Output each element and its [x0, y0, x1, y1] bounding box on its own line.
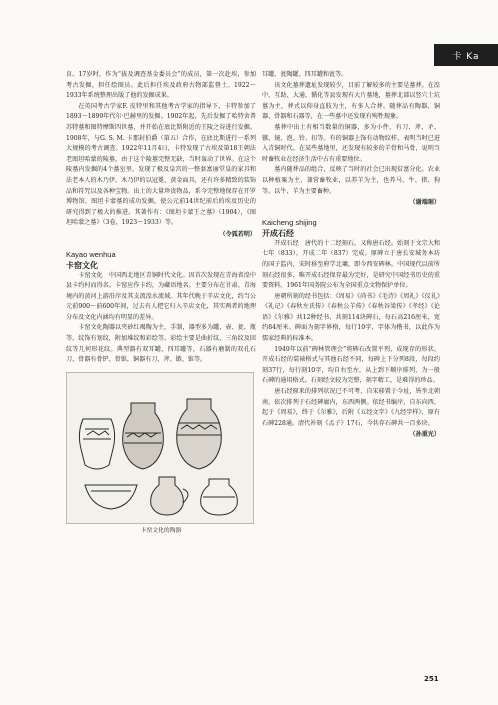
paragraph: 开成石经 唐代的十二经刻石，又称唐石经。始刻于文宗大和七年（833），开成二年（837）完成。原碑立于唐长安城务本坊的国子监内，宋时移至府学北墉，即今西安碑林。中国现代以前所刻石经很多，唯开成石经保存最为完好，是研究中国经书历史的重要资料。1961年国务院公布为全国重点文物保护单位。 — [262, 239, 440, 290]
entry-pinyin: Kaicheng shijing — [262, 217, 317, 227]
paragraph: 墓葬中出土有相当数量的铜器，多为小件，有刀、斧、矛、镞、镜、泡、铃、扣等。有的铜器上饰有动物纹样，表明当时已进入青铜时代。在某些墓地里，还发现有较多的羊骨和马骨，说明当时畜牧业在经济生活中占有重要地位。 — [262, 123, 440, 163]
pottery-bowl — [85, 485, 137, 509]
pottery-jar-3 — [177, 399, 222, 469]
pottery-drawings — [67, 373, 253, 523]
paragraph: 该文化墓葬遗址发现较少，目前了解较多的主要是墓葬。在湟中、互助、大通、循化等县发现有大片墓地，墓葬北部以竖穴土坑墓为主，葬式以仰身直肢为主，有多人合葬。随葬品有陶器、铜器、骨器和石器等，在一些墓中还发现有殉牲现象。 — [262, 81, 440, 121]
author-signature: （谢端琚） — [409, 199, 440, 207]
paragraph: 育。17岁时，作为“拔及调查基金委员会”的成员，第一次赴埃，参加考古发掘，担任绘图员。此后担任埃及政府古物部监督土。1922～1933年系统整理出版了他的发掘成果。 — [66, 71, 256, 100]
section-tab: 卡 Ka — [434, 44, 498, 66]
paragraph: 1949年以前“碑林管理会”将碑石改置平列，成现存的形状。开成石经的装裱格式与其他石经不同，每碑上下分列8段，每段约刻37行，每行刻10字，均自右至左，从上到下顺序排列，为一般石碑的通用格式。石刻经文较为完整，刻字精工，是难得的珍品。 — [262, 345, 440, 385]
left-column — [66, 70, 256, 536]
paragraph: 在英国考古学家F. 皮特里和其他考古学家的指导下，卡特参加了1893～1899年代尔·巴赫里的发掘。1902年起，先后发掘了哈特舍普苏特墓和图特摩斯四世墓，并开始在底比斯附近的王陵之谷进行发掘。1908年，与G. S. M. 卡那封伯爵（第五）合作，在底比斯进行一系列大规模的考古调查。1922年11月4日，卡特发现了古埃及第18王朝法老图坦哈蒙的陵墓，由于这个陵墓完整无缺，当时轰动了世界。在这个陵墓内发掘的4个墓室里，发现了极及皇宫的一整套富丽堂皇的家具和法老本人的木乃伊。木乃伊的以冠冕、黄金面具，还有许多精致的装饰品和符咒以及各种宝物。出土的大量珍贵物品，系今完整地保存在开罗博物馆，图坦卡蒙墓的成功发掘，使公元前14世纪前后的埃及历史的研究得到了极大的推进。其著作有：《图坦卡蒙王之墓》（1904），《图坦哈蒙之墓》（3卷，1923～1933）等。 — [66, 102, 256, 227]
page-number: 251 — [424, 675, 439, 683]
paragraph: 墓内随葬品的组合，反映了当时的社会已出现贫富分化。农业以种植粟为主，兼营畜牧业，以养羊为主，也养马、牛、猪、狗等。以牛、羊为主要畜种。 — [262, 166, 440, 195]
pottery-jar-1 — [79, 419, 114, 469]
entry-pinyin: Kayao wenhua — [66, 249, 116, 259]
entry-headword: 开成石经 — [262, 228, 294, 238]
author-signature: （令狐若明） — [219, 230, 256, 238]
right-column — [262, 70, 440, 441]
pottery-jar-2 — [123, 403, 164, 469]
pottery-jug — [151, 477, 188, 515]
paragraph: 唐朝所刻的经书包括：《周易》《尚书》《毛诗》《周礼》《仪礼》《礼记》《春秋左氏传》《春秋公羊传》《春秋谷梁传》《孝经》《论语》《尔雅》共12种经书，共刻114块碑石，每石高216厘米，宽约84厘米。碑面为刻字界格，每行10字，字体为楷书，以此作为儒家经典的标准本。 — [262, 292, 440, 343]
pottery-figure — [66, 372, 254, 524]
author-signature: （孙重光） — [409, 431, 440, 439]
entry-headword: 卡窑文化 — [66, 260, 98, 270]
paragraph: 卡窑文化陶器以夹砂红褐陶为主，手制，器型多为罐、壶、瓮、瓶等，纹饰有划纹，附加堆纹和彩绘等。彩绘主要是曲折纹、三角纹及回纹等几何形花纹。典型器有双耳罐、四耳罐等，石器有磨制的双孔石刀，骨器有骨铲、骨锥，铜器有刀、斧、镞、锥等。 — [66, 324, 256, 364]
paragraph: 卡窑文化 中国西北地区青铜时代文化。因首次发现在青海省湟中县卡约村而得名。卡窑应作卡约，为藏语地名。主要分布在甘肃、青海境内的黄河上游沿岸及其支流湟水流域。其年代晚于辛店文化，约当公元前900～前600年间，过去有人把它归入辛店文化，其实两者的地理分布及文化内涵均有明显的差异。 — [66, 271, 256, 321]
figure-caption: 卡窑文化的陶器 — [140, 527, 182, 534]
paragraph: 耳罐、瓮陶罐、四耳罐和瓮等。 — [262, 71, 348, 78]
paragraph: 唐石经原来的排列状况已不可考，自宋移置于今址，皆坐北朝南，依次排列于石经碑廊内，东西两侧。依经书编序，自东向西，起于《周易》，终于《尔雅》，后附《五经文字》《九经字样》，原有石碑228通。清代补刻《孟子》17石，今共存石碑共一百多块。 — [262, 388, 440, 427]
pottery-pot — [201, 479, 238, 515]
